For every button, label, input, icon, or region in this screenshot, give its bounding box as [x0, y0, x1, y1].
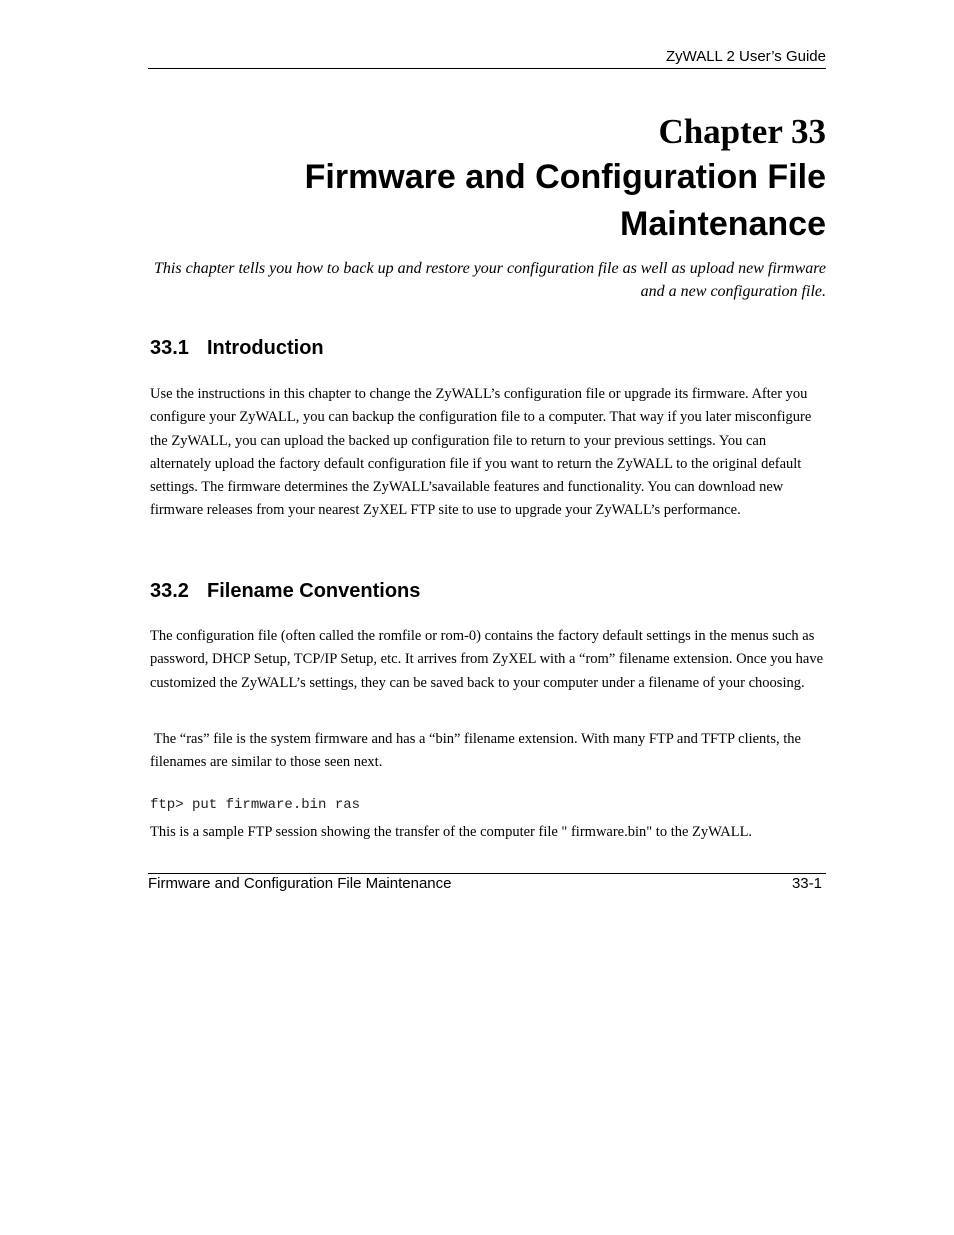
chapter-title: Firmware and Configuration File Maintenance [304, 158, 826, 243]
section-heading-introduction [150, 337, 826, 360]
ftp-command-example: ftp> put firmware.bin ras [150, 797, 361, 813]
ftp-session-caption: This is a sample FTP session showing the transfer of the computer file " firmware.bin" to the ZyWALL. [150, 824, 753, 840]
section-title: Introduction [207, 337, 324, 359]
section-title: Filename Conventions [207, 580, 421, 602]
section-number: 33.1 [150, 337, 189, 359]
running-header: ZyWALL 2 User’s Guide [665, 48, 826, 65]
header-rule [148, 68, 826, 69]
section-heading-filename-conventions [150, 580, 826, 603]
footer-chapter-name: Firmware and Configuration File Maintenance [148, 875, 452, 892]
introduction-paragraph: Use the instructions in this chapter to change the ZyWALL’s configuration file or upgrade its firmware. After you configure your ZyWALL, you can backup the configuration file to a computer. That way if you later misconfigure the ZyWALL, you can upload the backed up configuration file to return to your previous settings. You can alternately upload the factory default configuration file if you want to return the ZyWALL to the original default settings. The firmware determines the ZyWALL’savailable features and functionality. You can download new firmware releases from your nearest ZyXEL FTP site to use to upgrade your ZyWALL’s performance. [150, 386, 812, 519]
chapter-summary: This chapter tells you how to back up and restore your configuration file as well as upload new firmware and a new configuration file. [154, 260, 826, 300]
footer-rule [148, 873, 826, 874]
chapter-number: Chapter 33 [658, 112, 826, 151]
filename-paragraph-1: The configuration file (often called the romfile or rom-0) contains the factory default settings in the menus such as password, DHCP Setup, TCP/IP Setup, etc. It arrives from ZyXEL with a “rom” filename extension. Once you have customized the ZyWALL’s settings, they can be saved back to your computer under a filename of your choosing. [150, 628, 824, 691]
footer-page-number: 33-1 [791, 875, 822, 892]
section-number: 33.2 [150, 580, 189, 602]
filename-paragraph-2: The “ras” file is the system firmware and has a “bin” filename extension. With many FTP and TFTP clients, the filenames are similar to those seen next. [150, 731, 805, 771]
